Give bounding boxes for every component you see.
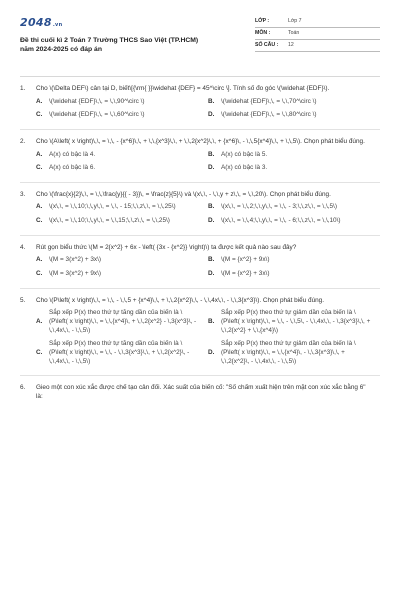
option-letter: A. — [36, 150, 43, 158]
option-letter: D. — [208, 164, 215, 172]
question-number: 4. — [20, 243, 26, 251]
question-6 — [20, 384, 380, 401]
question-1-options — [36, 98, 380, 125]
exam-title-line1: Đề thi cuối kì 2 Toán 7 Trường THCS Sao Việt (TP.HCM) — [20, 36, 199, 44]
question-number: 5. — [20, 296, 26, 304]
option-c[interactable] — [36, 340, 208, 366]
question-text: Cho \(\frac{x}{2}\,\, = \,\,\frac{y}{{ - 3}}\, = \frac{z}{5}\) và \(x\,\, - \,\,y + z\,\, = \,\,20\). Chọn phát biểu đúng. — [36, 190, 331, 198]
question-number: 1. — [20, 85, 26, 92]
question-3-head — [20, 191, 380, 200]
question-1-head — [20, 85, 380, 94]
option-text: \(\widehat {EDF}\,\, = \,\,70^\circ \) — [221, 97, 317, 105]
question-3 — [20, 191, 380, 236]
option-text: \(\widehat {EDF}\,\, = \,\,80^\circ \) — [221, 111, 317, 119]
option-c[interactable] — [36, 164, 208, 173]
meta-count-label: SỐ CÂU : — [255, 41, 279, 48]
option-d[interactable] — [208, 111, 380, 120]
question-text: Cho \(A\left( x \right)\,\, = \,\, - {x^6}\,\, + \,\,{x^3}\,\, + \,\,2{x^2}\,\, + {x^6}\, - \,\,5{x^4}\,\, + \,\,5\). Chọn phát biểu đúng. — [36, 137, 365, 145]
question-separator — [20, 182, 380, 183]
question-number: 6. — [20, 384, 26, 392]
option-b[interactable] — [208, 256, 380, 265]
option-letter: B. — [208, 256, 215, 264]
option-text: A(x) có bậc là 4. — [49, 150, 96, 158]
option-letter: C. — [36, 348, 43, 356]
option-text: Sắp xếp P(x) theo thứ tự giảm dần của biến là \(P\left( x \right)\,\, = \,\, - \,\,5\, - \,\,4x\,\, - \,3{x^3}\,\, + \,\,2{x^2} + \,\,{x^4}\) — [221, 309, 371, 334]
meta-class — [255, 16, 380, 28]
option-letter: C. — [36, 270, 43, 278]
option-c[interactable] — [36, 217, 208, 226]
question-5-head — [20, 297, 380, 306]
question-text: Gieo một con xúc xắc được chế tạo cân đối. Xác suất của biến cố: "Số chấm xuất hiện trên mặt con xúc xắc bằng 6" là: — [36, 384, 366, 400]
question-4-options — [36, 256, 380, 283]
option-a[interactable] — [36, 98, 208, 107]
option-text: Sắp xếp P(x) theo thứ tự giảm dần của biến là \(P\left( x \right)\,\, = \,\,{x^4}\, - \,\,3{x^3}\,\, + \,\,2{x^2}\, - \,\,4x\,\, - \,\,5\) — [221, 340, 356, 365]
option-text: A(x) có bậc là 3. — [221, 164, 268, 172]
question-2 — [20, 138, 380, 183]
option-a[interactable] — [36, 203, 208, 212]
option-text: \(x\,\, = \,\,4;\,\,y\,\, = \,\, - 6;\,\,z\,\, = \,\,10\) — [221, 217, 341, 225]
option-text: \(x\,\, = \,\,10;\,\,y\,\, = \,\,15;\,\,z\,\, = \,\,25\) — [49, 217, 170, 225]
option-letter: B. — [208, 203, 215, 211]
question-4 — [20, 244, 380, 289]
option-a[interactable] — [36, 256, 208, 265]
option-b[interactable] — [208, 309, 380, 335]
meta-subject-label: MÔN : — [255, 29, 271, 36]
option-b[interactable] — [208, 98, 380, 107]
question-text: Rút gọn biểu thức \(M = 2{x^2} + 6x - \left( {3x - {x^2}} \right)\) ta được kết quả nào sau đây? — [36, 243, 297, 251]
meta-class-value: Lớp 7 — [288, 17, 302, 24]
question-3-options — [36, 203, 380, 230]
option-letter: D. — [208, 111, 215, 119]
option-letter: A. — [36, 317, 43, 325]
meta-subject — [255, 28, 380, 40]
site-logo[interactable] — [20, 16, 250, 31]
question-separator — [20, 129, 380, 130]
option-text: \(M = {x^2} + 9x\) — [221, 256, 270, 264]
option-text: \(\widehat {EDF}\,\, = \,\,60^\circ \) — [49, 111, 145, 119]
meta-class-label: LỚP : — [255, 17, 270, 24]
option-c[interactable] — [36, 270, 208, 279]
option-d[interactable] — [208, 217, 380, 226]
exam-title-line2: năm 2024-2025 có đáp án — [20, 46, 102, 54]
option-letter: A. — [36, 97, 43, 105]
option-letter: D. — [208, 270, 215, 278]
option-text: \(M = {x^2} + 3x\) — [221, 270, 270, 278]
meta-count — [255, 40, 380, 52]
option-letter: B. — [208, 150, 215, 158]
option-text: \(M = 3(x^2) + 9x\) — [49, 270, 102, 278]
question-4-head — [20, 244, 380, 253]
option-a[interactable] — [36, 151, 208, 160]
header-divider — [20, 76, 380, 77]
exam-meta — [255, 16, 380, 64]
option-letter: C. — [36, 164, 43, 172]
option-text: \(M = 3(x^2) + 3x\) — [49, 256, 102, 264]
logo-text: 2048 — [20, 16, 52, 29]
option-letter: C. — [36, 217, 43, 225]
option-d[interactable] — [208, 270, 380, 279]
question-2-head — [20, 138, 380, 147]
page-header — [20, 16, 380, 64]
option-letter: D. — [208, 217, 215, 225]
question-2-options — [36, 151, 380, 178]
logo-suffix: .vn — [52, 22, 63, 28]
option-b[interactable] — [208, 203, 380, 212]
question-5-options — [36, 309, 380, 371]
option-text: A(x) có bậc là 6. — [49, 164, 96, 172]
option-letter: A. — [36, 256, 43, 264]
meta-count-value: 12 — [288, 41, 294, 48]
option-text: \(x\,\, = \,\,2;\,\,y\,\, = \,\, - 3;\,\,z\,\, = \,\,5\) — [221, 203, 337, 211]
question-separator — [20, 375, 380, 376]
question-1 — [20, 85, 380, 130]
option-letter: C. — [36, 111, 43, 119]
question-6-head — [20, 384, 380, 401]
option-d[interactable] — [208, 340, 380, 366]
option-b[interactable] — [208, 151, 380, 160]
option-text: \(\widehat {EDF}\,\, = \,\,90^\circ \) — [49, 97, 145, 105]
question-text: Cho \(\Delta DEF\) cân tại D, biết\[{\rm{ }}\widehat {DEF} = 45^\circ \]. Tính số đo góc \(\widehat {EDF}\). — [36, 85, 330, 92]
option-text: \(x\,\, = \,\,10;\,\,y\,\, = \,\, - 15;\,\,z\,\, = \,\,25\) — [49, 203, 176, 211]
option-letter: B. — [208, 317, 215, 325]
option-text: Sắp xếp P(x) theo thứ tự tăng dần của biến là \(P\left( x \right)\,\, = \,\,{x^4}\, + \,\,2{x^2} - \,3{x^3}\, - \,\,4x\,\, - \,\,5\) — [49, 309, 197, 334]
question-separator — [20, 288, 380, 289]
question-5 — [20, 297, 380, 376]
header-left — [20, 16, 250, 64]
question-number: 3. — [20, 190, 26, 198]
option-letter: D. — [208, 348, 215, 356]
option-letter: A. — [36, 203, 43, 211]
option-d[interactable] — [208, 164, 380, 173]
option-letter: B. — [208, 97, 215, 105]
question-separator — [20, 235, 380, 236]
option-a[interactable] — [36, 309, 208, 335]
meta-subject-value: Toán — [288, 29, 300, 36]
option-text: A(x) có bậc là 5. — [221, 150, 268, 158]
option-c[interactable] — [36, 111, 208, 120]
question-number: 2. — [20, 137, 26, 145]
question-text: Cho \(P\left( x \right)\,\, = \,\, - \,\,5 + {x^4}\,\, + \,\,2{x^2}\,\, - \,\,4x\,\, - \,\,3{x^3}\). Chọn phát biểu đúng. — [36, 296, 325, 304]
exam-title — [20, 36, 250, 55]
option-text: Sắp xếp P(x) theo thứ tự tăng dần của biến là \(P\left( x \right)\,\, = \,\, - \,\,3{x^3}\,\, + \,\,2{x^2}\, - \,\,4x\,\, - \,\,5\) — [49, 340, 190, 365]
